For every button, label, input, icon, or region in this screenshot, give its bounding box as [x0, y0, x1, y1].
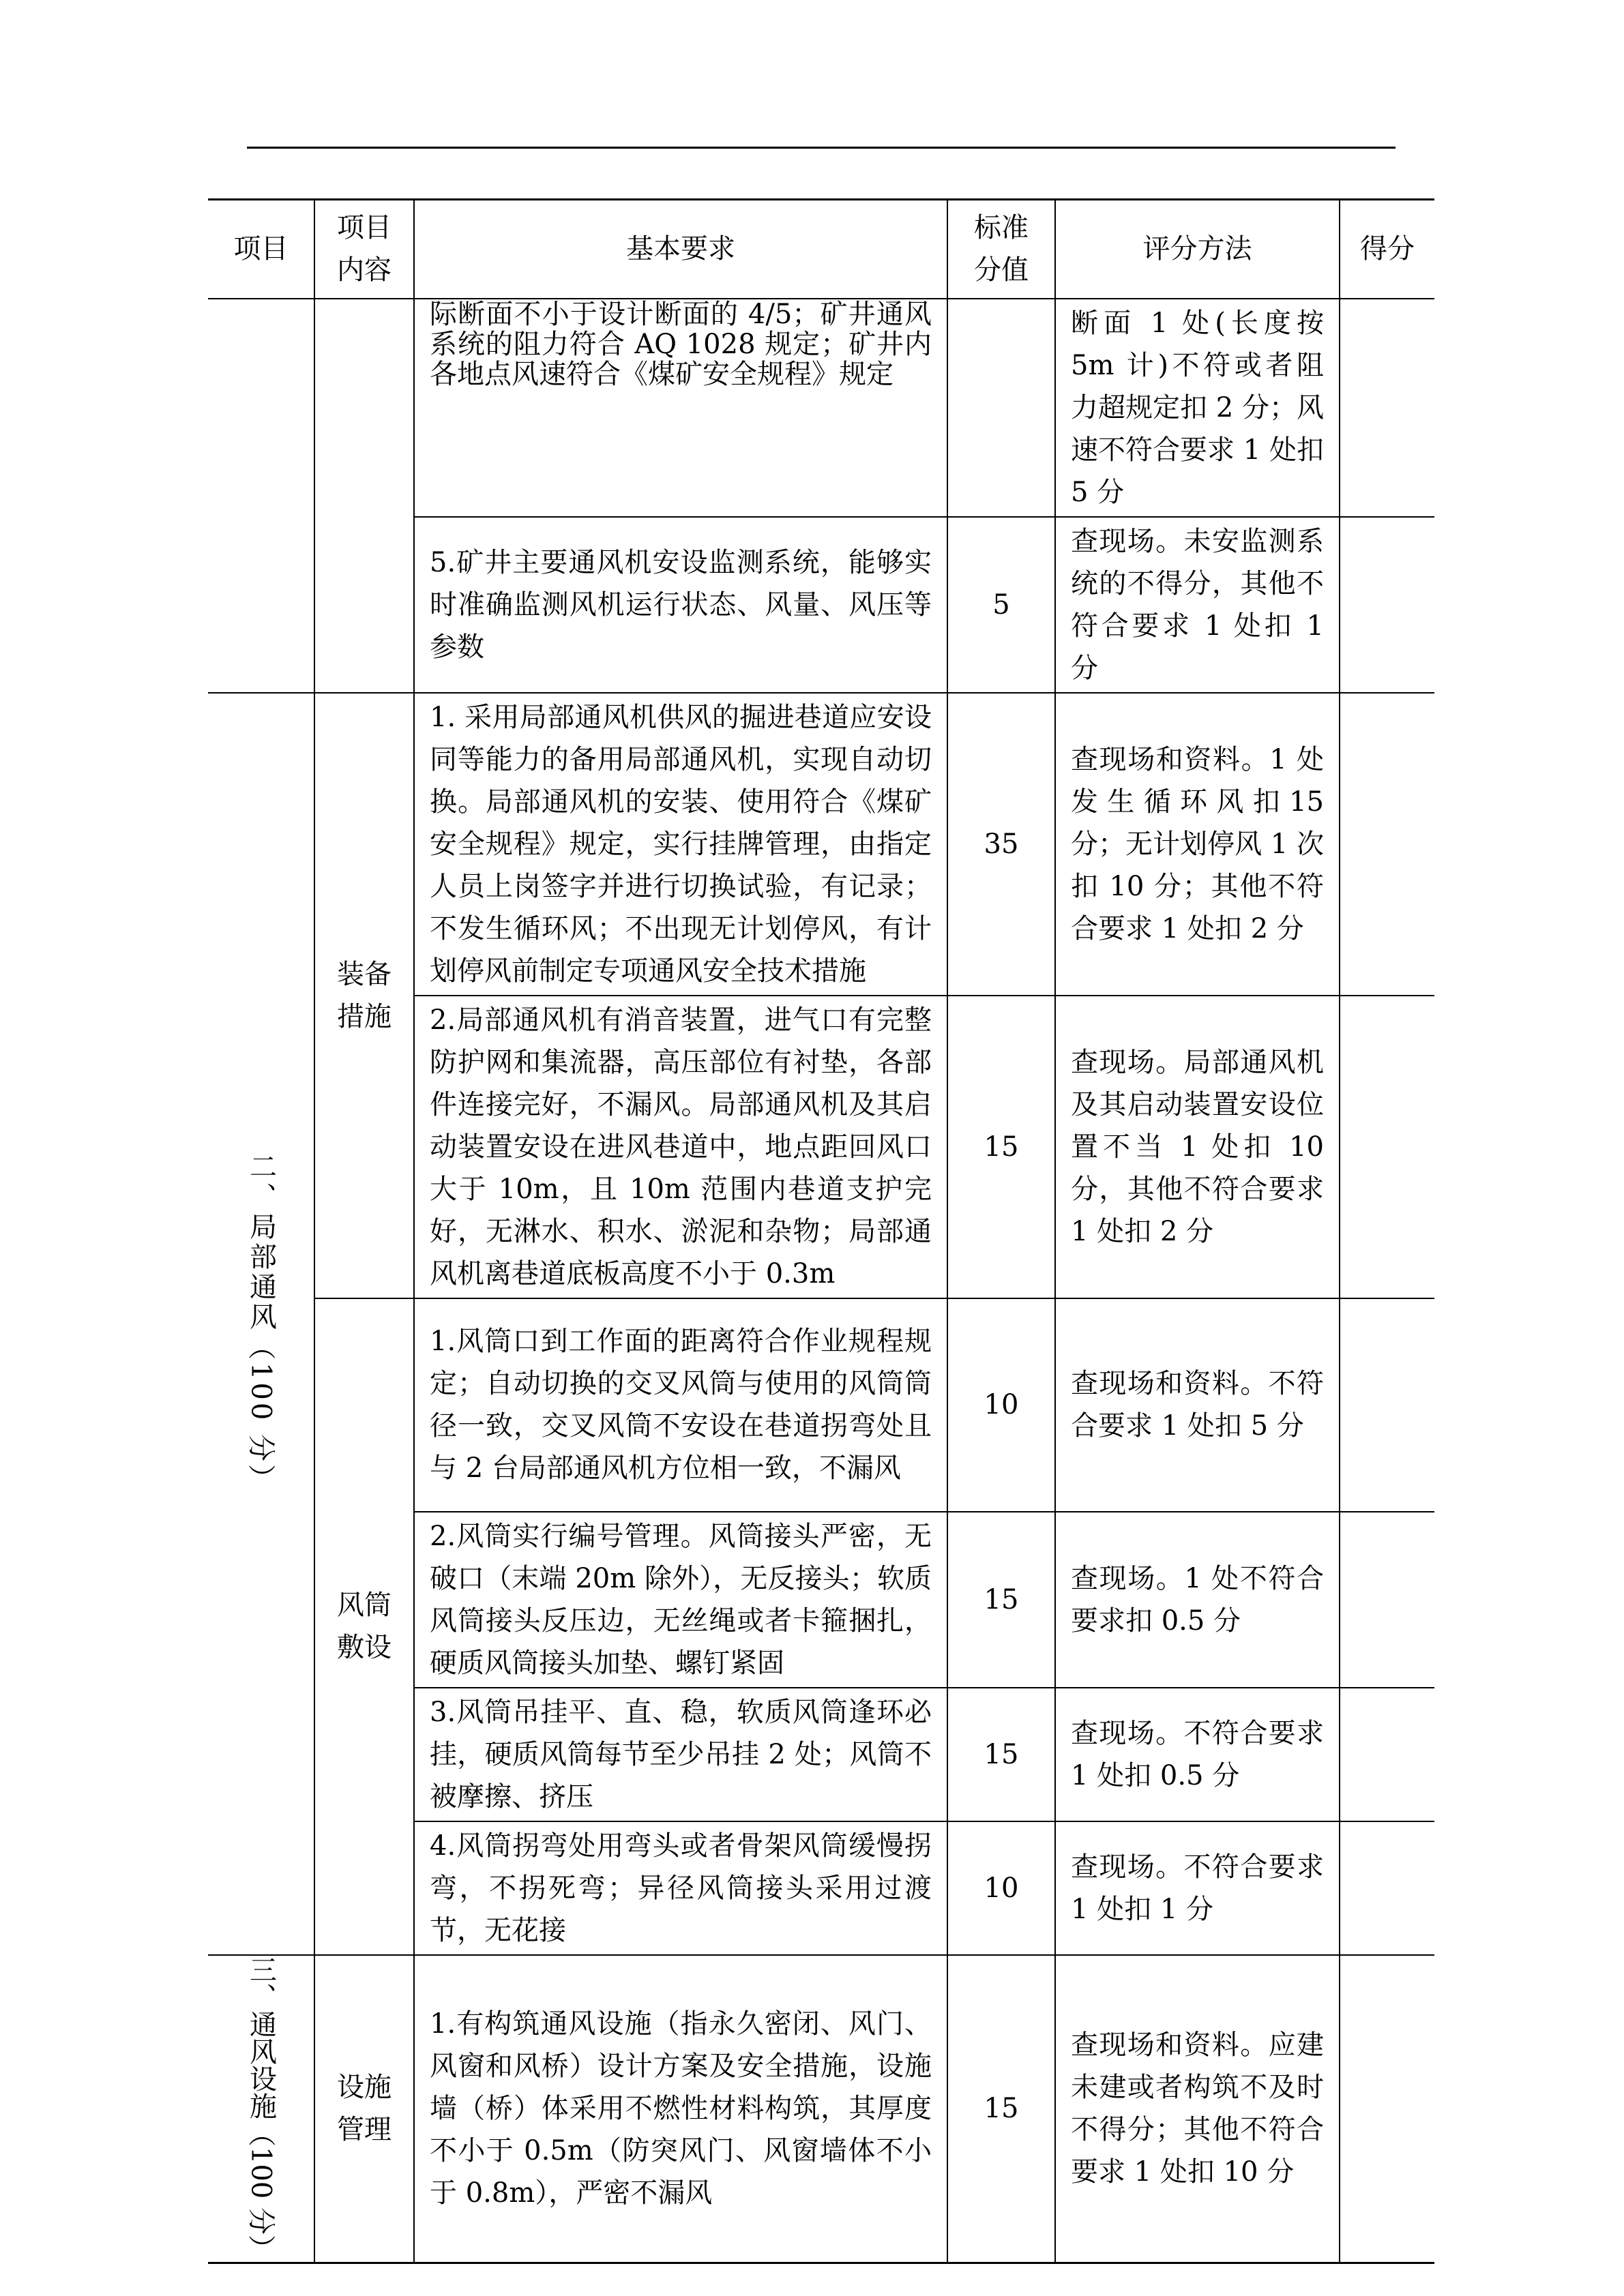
col-header-requirement: 基本要求: [414, 200, 947, 299]
scoring-table: [208, 198, 1434, 2264]
score-cell: [1340, 1688, 1434, 1821]
standard-score-cell: 15: [947, 1512, 1055, 1688]
requirement-cell: 2.风筒实行编号管理。风筒接头严密，无破口（末端 20m 除外），无反接头；软质风筒接头反压边，无丝绳或者卡箍捆扎，硬质风筒接头加垫、螺钉紧固: [414, 1512, 947, 1688]
standard-score-cell: [947, 299, 1055, 517]
standard-score-cell: 5: [947, 517, 1055, 693]
col-header-score: 得分: [1340, 200, 1434, 299]
section-2-label: 二、局部通风（100 分）: [208, 693, 314, 1955]
standard-score-cell: 15: [947, 1955, 1055, 2263]
requirement-cell: 1. 采用局部通风机供风的掘进巷道应安设同等能力的备用局部通风机，实现自动切换。局部通风机的安装、使用符合《煤矿安全规程》规定，实行挂牌管理，由指定人员上岗签字并进行切换试验，有记录；不发生循环风；不出现无计划停风，有计划停风前制定专项通风安全技术措施: [414, 693, 947, 996]
standard-score-cell: 15: [947, 1688, 1055, 1821]
method-cell: 查现场。1 处不符合要求扣 0.5 分: [1055, 1512, 1340, 1688]
method-cell: 查现场。不符合要求 1 处扣 1 分: [1055, 1821, 1340, 1955]
requirement-cell: 4.风筒拐弯处用弯头或者骨架风筒缓慢拐弯，不拐死弯；异径风筒接头采用过渡节，无花接: [414, 1821, 947, 1955]
item-cell-continued: [208, 299, 314, 693]
score-cell: [1340, 299, 1434, 517]
score-cell: [1340, 1821, 1434, 1955]
standard-score-cell: 15: [947, 996, 1055, 1298]
method-cell: 查现场和资料。不符合要求 1 处扣 5 分: [1055, 1298, 1340, 1512]
section-3-label: 三、通风设施（100 分）: [208, 1955, 314, 2263]
method-cell: 查现场和资料。应建未建或者构筑不及时不得分；其他不符合要求 1 处扣 10 分: [1055, 1955, 1340, 2263]
score-cell: [1340, 1298, 1434, 1512]
content-cell-continued: [314, 299, 414, 693]
table-header-row: [208, 200, 1434, 299]
table-row: [208, 299, 1434, 517]
score-cell: [1340, 517, 1434, 693]
col-header-standard-score: 标准 分值: [947, 200, 1055, 299]
col-header-content: 项目 内容: [314, 200, 414, 299]
standard-score-cell: 10: [947, 1298, 1055, 1512]
header-rule: [247, 147, 1396, 149]
method-cell: 查现场。不符合要求 1 处扣 0.5 分: [1055, 1688, 1340, 1821]
table-row: [208, 1298, 1434, 1512]
score-cell: [1340, 996, 1434, 1298]
requirement-cell: 1.有构筑通风设施（指永久密闭、风门、风窗和风桥）设计方案及安全措施，设施墙（桥）体采用不燃性材料构筑，其厚度不小于 0.5m（防突风门、风窗墙体不小于 0.8m），严密不漏风: [414, 1955, 947, 2263]
method-cell: 查现场。局部通风机及其启动装置安设位置不当 1 处扣 10 分，其他不符合要求 1 处扣 2 分: [1055, 996, 1340, 1298]
group-equipment-measures: 装备措施: [314, 693, 414, 1298]
score-cell: [1340, 693, 1434, 996]
group-duct-laying: 风筒敷设: [314, 1298, 414, 1955]
score-cell: [1340, 1955, 1434, 2263]
col-header-item: 项目: [208, 200, 314, 299]
table-row: [208, 1955, 1434, 2263]
requirement-cell: 1.风筒口到工作面的距离符合作业规程规定；自动切换的交叉风筒与使用的风筒筒径一致，交叉风筒不安设在巷道拐弯处且与 2 台局部通风机方位相一致，不漏风: [414, 1298, 947, 1512]
requirement-cell: 5.矿井主要通风机安设监测系统，能够实时准确监测风机运行状态、风量、风压等参数: [414, 517, 947, 693]
score-cell: [1340, 1512, 1434, 1688]
requirement-cell: 际断面不小于设计断面的 4/5；矿井通风系统的阻力符合 AQ 1028 规定；矿井内各地点风速符合《煤矿安全规程》规定: [414, 299, 947, 517]
standard-score-cell: 10: [947, 1821, 1055, 1955]
standard-score-cell: 35: [947, 693, 1055, 996]
table-row: [208, 693, 1434, 996]
method-cell: 查现场和资料。1 处发生循环风扣15 分；无计划停风 1 次扣 10 分；其他不符合要求 1 处扣 2 分: [1055, 693, 1340, 996]
method-cell: 查现场。未安监测系统的不得分，其他不符合要求 1 处扣 1 分: [1055, 517, 1340, 693]
method-cell: 断面 1 处(长度按 5m 计)不符或者阻力超规定扣 2 分；风速不符合要求 1 处扣 5 分: [1055, 299, 1340, 517]
col-header-method: 评分方法: [1055, 200, 1340, 299]
group-facility-management: 设施管理: [314, 1955, 414, 2263]
requirement-cell: 3.风筒吊挂平、直、稳，软质风筒逢环必挂，硬质风筒每节至少吊挂 2 处；风筒不被摩擦、挤压: [414, 1688, 947, 1821]
requirement-cell: 2.局部通风机有消音装置，进气口有完整防护网和集流器，高压部位有衬垫，各部件连接完好，不漏风。局部通风机及其启动装置安设在进风巷道中，地点距回风口大于 10m，且 10m 范围内巷道支护完好，无淋水、积水、淤泥和杂物；局部通风机离巷道底板高度不小于 0.3m: [414, 996, 947, 1298]
